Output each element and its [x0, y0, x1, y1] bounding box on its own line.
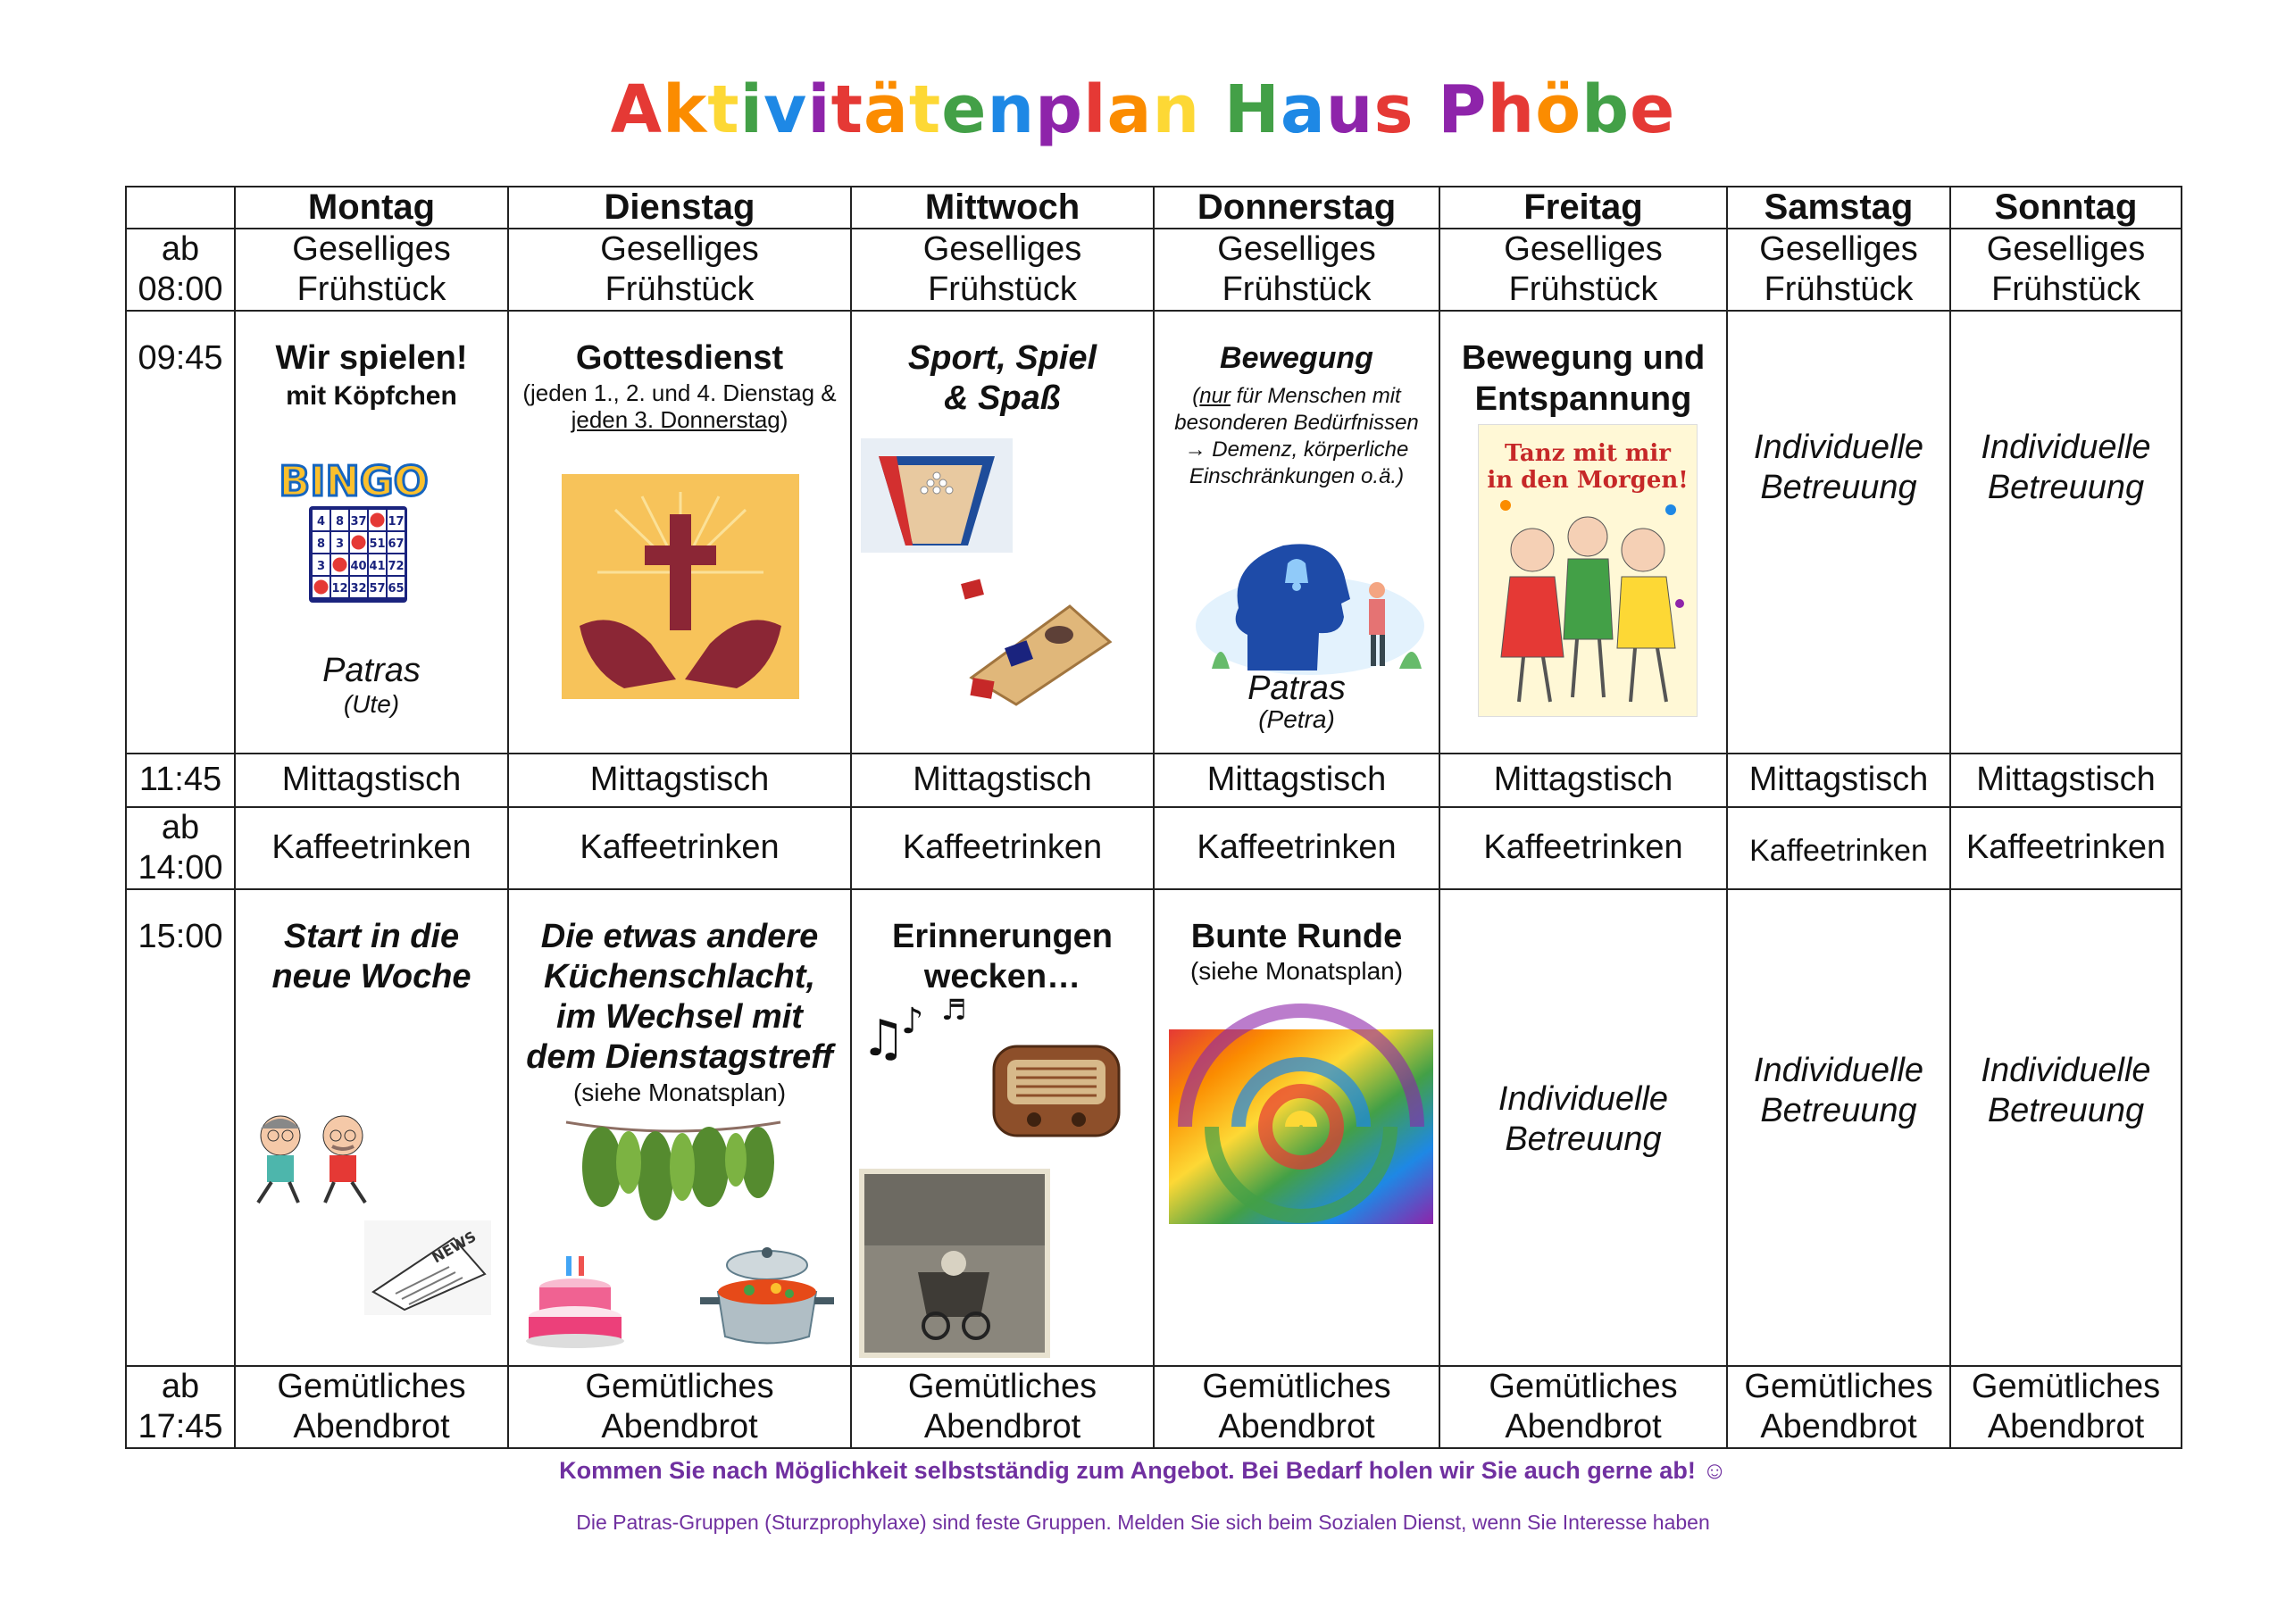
activity-label: Betreuung [1505, 1120, 1662, 1158]
lunch-cell [851, 754, 1154, 807]
activity-label: Frühstück [1764, 271, 1914, 308]
activity-title: Bewegung [1220, 341, 1373, 375]
bingo-number: 4 [316, 515, 326, 529]
activity-label: Geselliges [600, 230, 759, 268]
activity-label: Kaffeetrinken [1965, 829, 2166, 866]
activity-label: Mittagstisch [281, 761, 462, 798]
time-prefix: ab [161, 809, 200, 846]
activity-schedule-table [125, 186, 2182, 1449]
footer-note-patras: Die Patras-Gruppen (Sturzprophylaxe) sind feste Gruppen. Melden Sie sich beim Sozialen Dienst, wenn Sie Interesse haben [576, 1511, 1710, 1534]
time-value: 09:45 [138, 339, 223, 377]
breakfast-cell [1950, 229, 2182, 311]
bingo-marker [314, 580, 329, 595]
time-cell [126, 1366, 235, 1448]
svg-text:♫: ♫ [861, 1010, 906, 1068]
activity-title: Entspannung [1474, 380, 1692, 418]
title-letter: i [739, 71, 763, 148]
time-value: 17:45 [138, 1408, 223, 1445]
activity-label: Betreuung [1760, 1092, 1917, 1129]
bingo-marker [371, 513, 385, 528]
breakfast-cell [1154, 229, 1439, 311]
cross-hands-image [562, 474, 799, 699]
friday-afternoon-cell [1439, 889, 1727, 1366]
lunch-row [126, 754, 2182, 807]
title-letter: H [1223, 71, 1281, 148]
breakfast-cell [1439, 229, 1727, 311]
newspaper-image [364, 1220, 491, 1315]
activity-title: Die etwas andere [540, 918, 819, 955]
music-notes-icon [861, 993, 1004, 1073]
coffee-cell [851, 807, 1154, 889]
activity-label: Frühstück [1991, 271, 2140, 308]
time-prefix: ab [161, 230, 200, 268]
title-letter: t [707, 71, 740, 148]
saturday-morning-cell [1727, 311, 1950, 754]
activity-label: Geselliges [1986, 230, 2146, 268]
day-header-freitag: Freitag [1439, 187, 1727, 229]
birthday-cake-image [521, 1247, 629, 1350]
header-row [126, 187, 2182, 229]
bingo-number: 8 [316, 537, 326, 551]
title-letter: k [663, 71, 708, 148]
activity-label: Gemütliches [1202, 1368, 1391, 1405]
lunch-cell [1154, 754, 1439, 807]
tuesday-afternoon-cell [508, 889, 851, 1366]
sunday-morning-cell [1950, 311, 2182, 754]
activity-title: Bewegung und [1461, 339, 1706, 377]
activity-label: Mittagstisch [1206, 761, 1387, 798]
activity-label: Kaffeetrinken [1749, 834, 1928, 868]
bingo-number: 67 [388, 537, 405, 551]
day-header-sonntag: Sonntag [1950, 187, 2182, 229]
lunch-cell [1950, 754, 2182, 807]
monday-morning-cell [235, 311, 508, 754]
activity-label: Kaffeetrinken [271, 829, 471, 866]
page-title [0, 70, 2286, 150]
title-letter: b [1581, 71, 1631, 148]
book-title-line: Tanz mit mir [1505, 440, 1671, 467]
morning-activity-row [126, 311, 2182, 754]
title-letter: P [1438, 71, 1488, 148]
coffee-cell [508, 807, 851, 889]
dinner-cell [1439, 1366, 1727, 1448]
activity-label: Gemütliches [907, 1368, 1097, 1405]
activity-label: Abendbrot [1987, 1408, 2145, 1445]
title-letter: ä [863, 71, 909, 148]
activity-label: Individuelle [1498, 1080, 1669, 1118]
activity-label: Abendbrot [1505, 1408, 1662, 1445]
lunch-cell [235, 754, 508, 807]
title-letter: s [1373, 71, 1414, 148]
time-cell [126, 889, 235, 1366]
bingo-number: 12 [331, 582, 348, 595]
cooking-pot-image [700, 1229, 834, 1354]
title-letter: u [1325, 71, 1374, 148]
activity-note: Einschränkungen o.ä.) [1189, 464, 1405, 488]
activity-title: Sport, Spiel [907, 339, 1097, 377]
footer-note-pickup: Kommen Sie nach Möglichkeit selbstständig zum Angebot. Bei Bedarf holen wir Sie auch gerne ab! ☺ [559, 1457, 1727, 1484]
activity-label: Frühstück [605, 271, 755, 308]
coffee-cell [1950, 807, 2182, 889]
title-letter: A [610, 71, 663, 148]
title-letter: l [1083, 71, 1107, 148]
tuesday-morning-cell [508, 311, 851, 754]
activity-title: wecken… [923, 958, 1081, 995]
title-letter: a [1106, 71, 1153, 148]
herbs-image [566, 1113, 780, 1229]
activity-note: (jeden 1., 2. und 4. Dienstag & [522, 379, 837, 406]
time-cell [126, 311, 235, 754]
bingo-number: 51 [369, 537, 386, 551]
activity-label: Individuelle [1753, 429, 1924, 466]
title-letter: ö [1535, 71, 1582, 148]
cartoon-couple-image [245, 1109, 388, 1207]
activity-label: Mittagstisch [1493, 761, 1673, 798]
activity-title: Erinnerungen [891, 918, 1114, 955]
day-header-mittwoch: Mittwoch [851, 187, 1154, 229]
activity-note: (siehe Monatsplan) [572, 1079, 787, 1106]
activity-title: Start in die [283, 918, 460, 955]
activity-note: für Menschen mit [1230, 384, 1401, 408]
breakfast-cell [235, 229, 508, 311]
dinner-row [126, 1366, 2182, 1448]
dinner-cell [235, 1366, 508, 1448]
coffee-cell [235, 807, 508, 889]
bingo-number: 3 [335, 537, 345, 551]
breakfast-cell [851, 229, 1154, 311]
sunday-afternoon-cell [1950, 889, 2182, 1366]
activity-label: Geselliges [922, 230, 1082, 268]
activity-note-end: ) [780, 406, 788, 433]
lunch-cell [508, 754, 851, 807]
day-header-donnerstag: Donnerstag [1154, 187, 1439, 229]
day-header-samstag: Samstag [1727, 187, 1950, 229]
time-value: 08:00 [138, 271, 223, 308]
bingo-card-image [279, 454, 429, 606]
activity-label: Individuelle [1753, 1052, 1924, 1089]
activity-label: Geselliges [292, 230, 451, 268]
bingo-number: 41 [369, 560, 386, 573]
activity-title: im Wechsel mit [556, 998, 803, 1036]
bingo-number: 65 [388, 582, 405, 595]
bowling-lane-image [861, 438, 1013, 553]
activity-title: Gottesdienst [575, 339, 784, 377]
activity-label: Frühstück [928, 271, 1077, 308]
activity-label: Frühstück [1222, 271, 1372, 308]
group-leader: (Ute) [343, 690, 400, 718]
thursday-morning-cell [1154, 311, 1439, 754]
saturday-afternoon-cell [1727, 889, 1950, 1366]
activity-title: Wir spielen! [275, 339, 468, 377]
activity-label: Kaffeetrinken [580, 829, 780, 866]
vintage-radio-image [989, 1037, 1123, 1145]
dinner-cell [1154, 1366, 1439, 1448]
wednesday-afternoon-cell [851, 889, 1154, 1366]
svg-text:♪: ♪ [901, 1001, 924, 1042]
activity-label: Geselliges [1504, 230, 1663, 268]
head-silhouette-image [1194, 528, 1426, 672]
title-letter: a [1280, 71, 1326, 148]
newspaper-headline: NEWS [429, 1228, 480, 1267]
cornhole-board-image [954, 579, 1114, 713]
activity-note: besonderen Bedürfnissen [1174, 411, 1419, 435]
time-cell [126, 807, 235, 889]
note-open: ( [1192, 384, 1200, 408]
bingo-marker [352, 536, 366, 550]
bingo-number: 37 [350, 515, 367, 529]
bingo-number: 3 [316, 560, 326, 573]
activity-note: → Demenz, körperliche [1184, 437, 1409, 462]
bingo-logo-text: BINGO [279, 457, 429, 505]
activity-label: Betreuung [1760, 469, 1917, 506]
activity-label: Frühstück [296, 271, 446, 308]
activity-label: Gemütliches [1489, 1368, 1678, 1405]
wednesday-morning-cell [851, 311, 1154, 754]
day-header-dienstag: Dienstag [508, 187, 851, 229]
activity-label: Gemütliches [585, 1368, 774, 1405]
dinner-cell [1950, 1366, 2182, 1448]
svg-text:♬: ♬ [941, 993, 967, 1027]
title-letter: i [807, 71, 831, 148]
bingo-marker [333, 558, 347, 572]
title-letter: n [1152, 71, 1201, 148]
bingo-number: 32 [350, 582, 367, 595]
title-letter: e [941, 71, 988, 148]
title-letter: v [763, 71, 808, 148]
title-letter: t [830, 71, 864, 148]
breakfast-row [126, 229, 2182, 311]
activity-subtitle: mit Köpfchen [286, 381, 457, 411]
activity-note: (siehe Monatsplan) [1189, 957, 1404, 985]
bingo-number: 72 [388, 560, 405, 573]
time-cell [126, 754, 235, 807]
afternoon-activity-row [126, 889, 2182, 1366]
coffee-row [126, 807, 2182, 889]
dinner-cell [508, 1366, 851, 1448]
activity-label: Kaffeetrinken [902, 829, 1103, 866]
old-photo-image [859, 1169, 1050, 1358]
time-value: 11:45 [138, 761, 222, 798]
activity-label: Mittagstisch [1748, 761, 1929, 798]
time-value: 14:00 [138, 849, 223, 887]
activity-label: Mittagstisch [913, 761, 1092, 798]
book-title-line: in den Morgen! [1487, 467, 1689, 494]
coffee-cell [1439, 807, 1727, 889]
friday-morning-cell [1439, 311, 1727, 754]
breakfast-cell [1727, 229, 1950, 311]
monday-afternoon-cell [235, 889, 508, 1366]
activity-label: Abendbrot [923, 1408, 1081, 1445]
title-letter: n [987, 71, 1036, 148]
lunch-cell [1727, 754, 1950, 807]
group-name: Patras [1247, 670, 1346, 707]
bingo-number: 40 [350, 560, 367, 573]
thursday-afternoon-cell [1154, 889, 1439, 1366]
time-prefix: ab [161, 1368, 200, 1405]
rainbow-swirl-image [1169, 1029, 1433, 1224]
coffee-cell [1154, 807, 1439, 889]
dinner-cell [851, 1366, 1154, 1448]
activity-label: Abendbrot [1760, 1408, 1917, 1445]
activity-title: Bunte Runde [1190, 918, 1403, 955]
activity-label: Mittagstisch [589, 761, 770, 798]
activity-label: Individuelle [1981, 1052, 2151, 1089]
title-letter [1414, 70, 1439, 150]
title-letter: p [1035, 71, 1084, 148]
bingo-number: 17 [388, 515, 405, 529]
activity-label: Mittagstisch [1976, 761, 2156, 798]
note-nur: nur [1199, 384, 1231, 408]
activity-label: Gemütliches [1971, 1368, 2161, 1405]
dinner-cell [1727, 1366, 1950, 1448]
bingo-number: 8 [335, 515, 345, 529]
breakfast-cell [508, 229, 851, 311]
lunch-cell [1439, 754, 1727, 807]
activity-title: Küchenschlacht, [543, 958, 816, 995]
bingo-number: 57 [369, 582, 386, 595]
day-header-montag: Montag [235, 187, 508, 229]
activity-label: Kaffeetrinken [1483, 829, 1683, 866]
activity-label: Abendbrot [601, 1408, 758, 1445]
activity-label: Gemütliches [1744, 1368, 1933, 1405]
time-cell [126, 229, 235, 311]
group-name: Patras [322, 652, 421, 689]
activity-title: & Spaß [944, 379, 1061, 417]
activity-label: Kaffeetrinken [1197, 829, 1397, 866]
activity-label: Abendbrot [293, 1408, 450, 1445]
activity-label: Abendbrot [1218, 1408, 1375, 1445]
activity-label: Geselliges [1217, 230, 1376, 268]
corner-cell [126, 187, 235, 229]
activity-title: neue Woche [271, 958, 471, 995]
activity-label: Frühstück [1508, 271, 1658, 308]
time-value: 15:00 [138, 918, 223, 955]
title-letter [1200, 70, 1224, 150]
activity-label: Gemütliches [277, 1368, 466, 1405]
dance-book-cover-image [1478, 424, 1698, 717]
activity-label: Betreuung [1987, 469, 2145, 506]
activity-label: Individuelle [1981, 429, 2151, 466]
activity-label: Betreuung [1987, 1092, 2145, 1129]
title-letter: t [908, 71, 942, 148]
title-letter: e [1630, 71, 1676, 148]
activity-note-underlined: jeden 3. Donnerstag [571, 406, 780, 433]
group-leader: (Petra) [1258, 705, 1335, 733]
activity-label: Geselliges [1759, 230, 1918, 268]
title-letter: h [1487, 71, 1536, 148]
coffee-cell [1727, 807, 1950, 889]
activity-title: dem Dienstagstreff [526, 1038, 833, 1076]
